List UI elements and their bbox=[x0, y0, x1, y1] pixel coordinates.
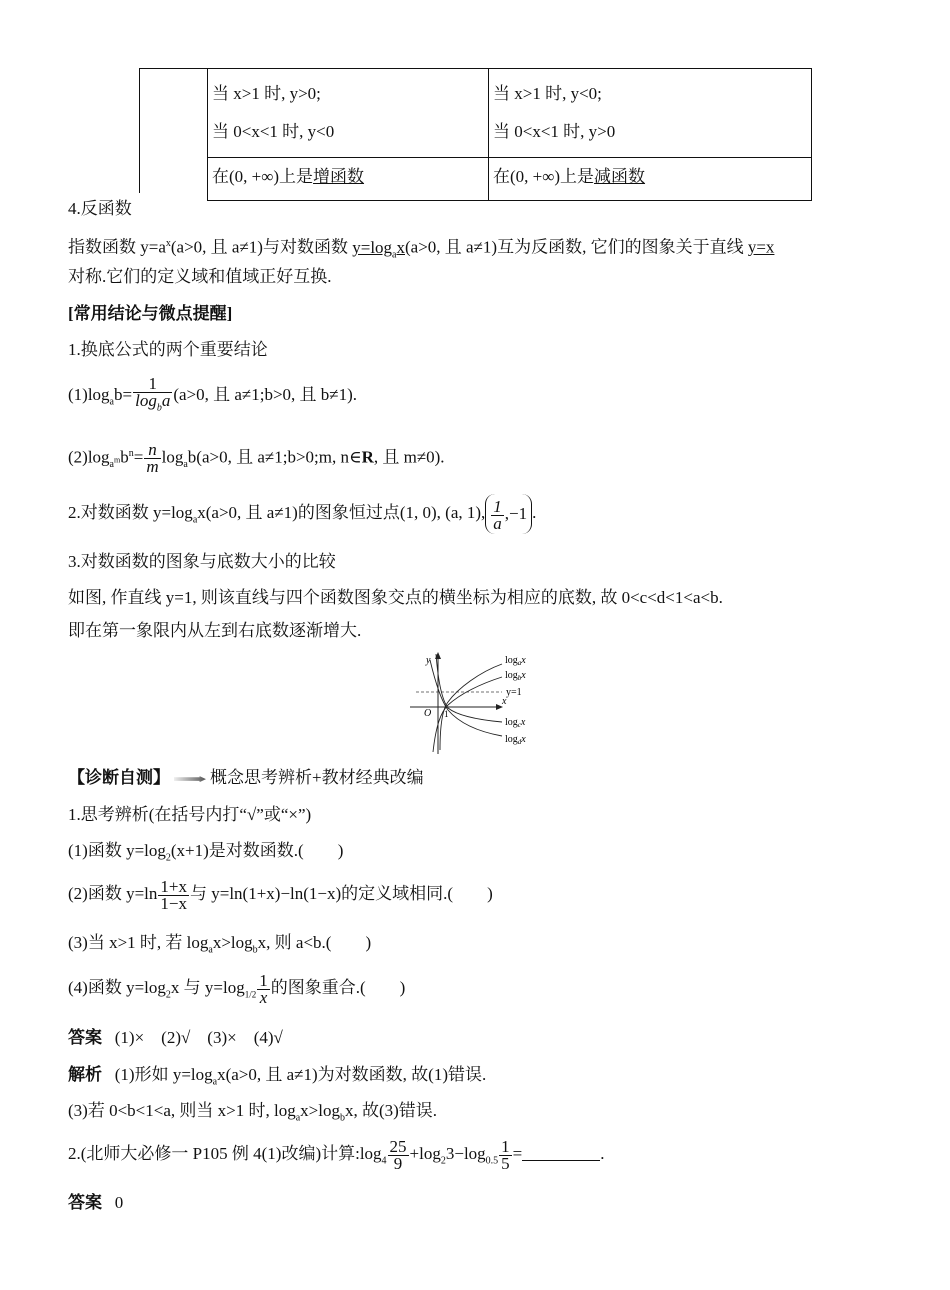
paragraph: 即在第一象限内从左到右底数逐渐增大. bbox=[68, 621, 362, 640]
curve-label-b: $\log_bx$ bbox=[505, 670, 526, 682]
text: (2)log bbox=[68, 447, 110, 467]
denominator: x bbox=[257, 989, 270, 1006]
table-left-border-top bbox=[139, 68, 207, 69]
text: (1)函数 y=log bbox=[68, 841, 166, 860]
text: y=log bbox=[352, 237, 393, 257]
denominator: a bbox=[493, 513, 502, 533]
sup: m bbox=[114, 455, 121, 465]
arrow-icon bbox=[174, 776, 206, 782]
formula-line bbox=[68, 436, 445, 483]
sub: 2 bbox=[440, 1155, 446, 1167]
table-row bbox=[208, 69, 812, 158]
text: x, 故(3)错误. bbox=[344, 1101, 438, 1120]
text: R bbox=[361, 447, 374, 467]
text: (a>0, 且 a≠1;b>0, 且 b≠1). bbox=[173, 385, 358, 405]
text: a bbox=[109, 459, 114, 471]
sub bbox=[109, 455, 121, 471]
underline-text bbox=[352, 237, 405, 261]
item-heading: 3.对数函数的图象与底数大小的比较 bbox=[68, 552, 336, 571]
cell-text: 在(0, +∞)上是 bbox=[212, 167, 314, 186]
sub: b bbox=[252, 944, 258, 956]
point-bracket bbox=[485, 494, 532, 534]
text: (2)函数 y=ln bbox=[68, 884, 158, 903]
text: log bbox=[161, 447, 184, 467]
text: b bbox=[120, 447, 129, 467]
answer-label: 答案 bbox=[68, 1193, 102, 1212]
table-left-border bbox=[139, 68, 140, 193]
line-y1-label: y=1 bbox=[506, 687, 522, 698]
text: 与 y=ln(1+x)−ln(1−x)的定义域相同.( ) bbox=[189, 884, 493, 903]
curve-label-a: $\log_ax$ bbox=[505, 655, 526, 667]
table-cell bbox=[489, 69, 812, 158]
text: . bbox=[600, 1144, 605, 1163]
denominator: 1−x bbox=[160, 893, 187, 913]
text: . bbox=[532, 503, 537, 522]
numerator: n bbox=[148, 440, 157, 460]
x-axis-label: x bbox=[502, 696, 507, 707]
text: 2.对数函数 y=log bbox=[68, 503, 193, 522]
curve-label-d: $\log_dx$ bbox=[505, 734, 526, 746]
table-cell bbox=[208, 158, 489, 201]
question-item bbox=[68, 876, 493, 912]
text: b= bbox=[114, 385, 133, 405]
curve-label-c: $\log_cx$ bbox=[505, 717, 526, 729]
question: 1.思考辨析(在括号内打“√”或“×”) bbox=[68, 805, 312, 824]
sub: 2 bbox=[165, 852, 171, 864]
answer bbox=[68, 1192, 123, 1214]
cell-line: 当 0<x<1 时, y>0 bbox=[493, 122, 616, 141]
paragraph: 对称.它们的定义域和值域正好互换. bbox=[68, 267, 332, 286]
table-cell bbox=[489, 158, 812, 201]
text: x>log bbox=[212, 933, 253, 952]
text: b(a>0, 且 a≠1;b>0;m, n∈ bbox=[187, 447, 362, 467]
explanation bbox=[68, 1064, 486, 1093]
formula-line bbox=[68, 376, 357, 421]
cell-text: 在(0, +∞)上是 bbox=[493, 167, 595, 186]
paragraph: 如图, 作直线 y=1, 则该直线与四个函数图象交点的横坐标为相应的底数, 故 0<c<d<1<a<b. bbox=[68, 588, 723, 607]
text: +log bbox=[409, 1144, 441, 1163]
section-subtitle: 概念思考辨析+教材经典改编 bbox=[210, 768, 424, 787]
sub: a bbox=[183, 459, 188, 471]
origin-label: O bbox=[424, 708, 432, 719]
text: x(a>0, 且 a≠1)为对数函数, 故(1)错误. bbox=[217, 1065, 487, 1084]
numerator: 1+x bbox=[160, 876, 187, 896]
text: x(a>0, 且 a≠1)的图象恒过点(1, 0), (a, 1), bbox=[197, 503, 486, 522]
text: 指数函数 y=a bbox=[68, 237, 166, 257]
text: ,−1 bbox=[504, 504, 528, 524]
section-heading: 4.反函数 bbox=[68, 199, 132, 218]
sub: a bbox=[392, 249, 397, 261]
paragraph bbox=[68, 233, 774, 266]
text: x, 则 a<b.( ) bbox=[257, 933, 372, 952]
explanation bbox=[68, 1100, 437, 1129]
sub: 2 bbox=[165, 989, 171, 1001]
sub: 4 bbox=[381, 1155, 387, 1167]
question-item bbox=[68, 840, 343, 869]
text: 的图象重合.( ) bbox=[270, 978, 406, 997]
question-item bbox=[68, 932, 371, 961]
sub: a bbox=[109, 396, 114, 408]
sub: a bbox=[212, 1076, 218, 1088]
text: = bbox=[512, 1144, 523, 1163]
sub: 1/2 bbox=[244, 989, 257, 1000]
numerator: 1 bbox=[148, 374, 157, 393]
tick-one-label: 1 bbox=[444, 709, 449, 719]
text: (4)函数 y=log bbox=[68, 978, 166, 997]
cell-line: 当 x>1 时, y<0; bbox=[493, 84, 602, 103]
sub: 0.5 bbox=[485, 1155, 499, 1167]
text: log bbox=[135, 391, 157, 410]
sub: a bbox=[208, 944, 213, 956]
log-graph-figure bbox=[400, 650, 550, 755]
y-axis-label: y bbox=[426, 655, 431, 666]
diagnostic-heading bbox=[68, 767, 424, 789]
explanation-label: 解析 bbox=[68, 1065, 102, 1084]
section-tag: 【诊断自测】 bbox=[68, 768, 170, 787]
text: (a>0, 且 a≠1)互为反函数, 它们的图象关于直线 bbox=[405, 237, 748, 257]
increasing-label: 增函数 bbox=[313, 167, 365, 186]
item-heading: 1.换底公式的两个重要结论 bbox=[68, 340, 268, 359]
denominator: 5 bbox=[501, 1153, 510, 1173]
decreasing-label: 减函数 bbox=[594, 167, 646, 186]
answer-blank[interactable] bbox=[522, 1160, 600, 1161]
text: x bbox=[396, 237, 405, 257]
text: = bbox=[133, 447, 144, 467]
table-row bbox=[208, 158, 812, 201]
sup: x bbox=[165, 238, 171, 249]
log-properties-table bbox=[207, 68, 812, 201]
numerator: 1 bbox=[501, 1136, 510, 1156]
fraction bbox=[257, 970, 270, 1007]
sup: n bbox=[128, 448, 134, 459]
answer-label: 答案 bbox=[68, 1028, 102, 1047]
answer bbox=[68, 1027, 283, 1049]
text: , 且 m≠0). bbox=[373, 447, 445, 467]
text: x 与 y=log bbox=[170, 978, 245, 997]
sub: a bbox=[192, 514, 198, 526]
fraction bbox=[388, 1136, 409, 1173]
cell-line: 当 x>1 时, y>0; bbox=[212, 84, 321, 103]
text: (x+1)是对数函数.( ) bbox=[170, 841, 344, 860]
text: x>log bbox=[300, 1101, 340, 1120]
denominator: m bbox=[146, 457, 159, 477]
text: (3)若 0<b<1<a, 则当 x>1 时, log bbox=[68, 1101, 296, 1120]
cell-line: 当 0<x<1 时, y<0 bbox=[212, 122, 335, 141]
underline-text: y=x bbox=[747, 237, 775, 257]
sub: b bbox=[339, 1112, 345, 1124]
text: (1)log bbox=[68, 385, 110, 405]
fraction bbox=[133, 376, 172, 416]
denominator: 9 bbox=[388, 1155, 409, 1172]
fraction bbox=[158, 876, 189, 913]
formula-line bbox=[68, 491, 536, 542]
question-item bbox=[68, 970, 405, 1013]
numerator: 25 bbox=[389, 1136, 407, 1156]
fraction bbox=[499, 1136, 512, 1173]
text: a bbox=[161, 391, 171, 410]
answer-text: 0 bbox=[114, 1193, 124, 1212]
sub: a bbox=[295, 1112, 301, 1124]
numerator: 1 bbox=[493, 496, 502, 516]
sub: b bbox=[156, 402, 162, 414]
text: 3−log bbox=[445, 1144, 486, 1163]
numerator: 1 bbox=[259, 970, 268, 990]
answer-text: (1)× (2)√ (3)× (4)√ bbox=[114, 1028, 283, 1047]
fraction bbox=[491, 496, 504, 533]
text: 2.(北师大必修一 P105 例 4(1)改编)计算:log bbox=[68, 1144, 382, 1163]
text: (1)形如 y=log bbox=[114, 1065, 213, 1084]
denominator bbox=[133, 392, 172, 416]
fraction bbox=[144, 442, 160, 475]
table-cell bbox=[208, 69, 489, 158]
text: (3)当 x>1 时, 若 log bbox=[68, 933, 209, 952]
question bbox=[68, 1136, 605, 1179]
text: (a>0, 且 a≠1)与对数函数 bbox=[170, 237, 353, 257]
section-heading: [常用结论与微点提醒] bbox=[68, 304, 233, 323]
